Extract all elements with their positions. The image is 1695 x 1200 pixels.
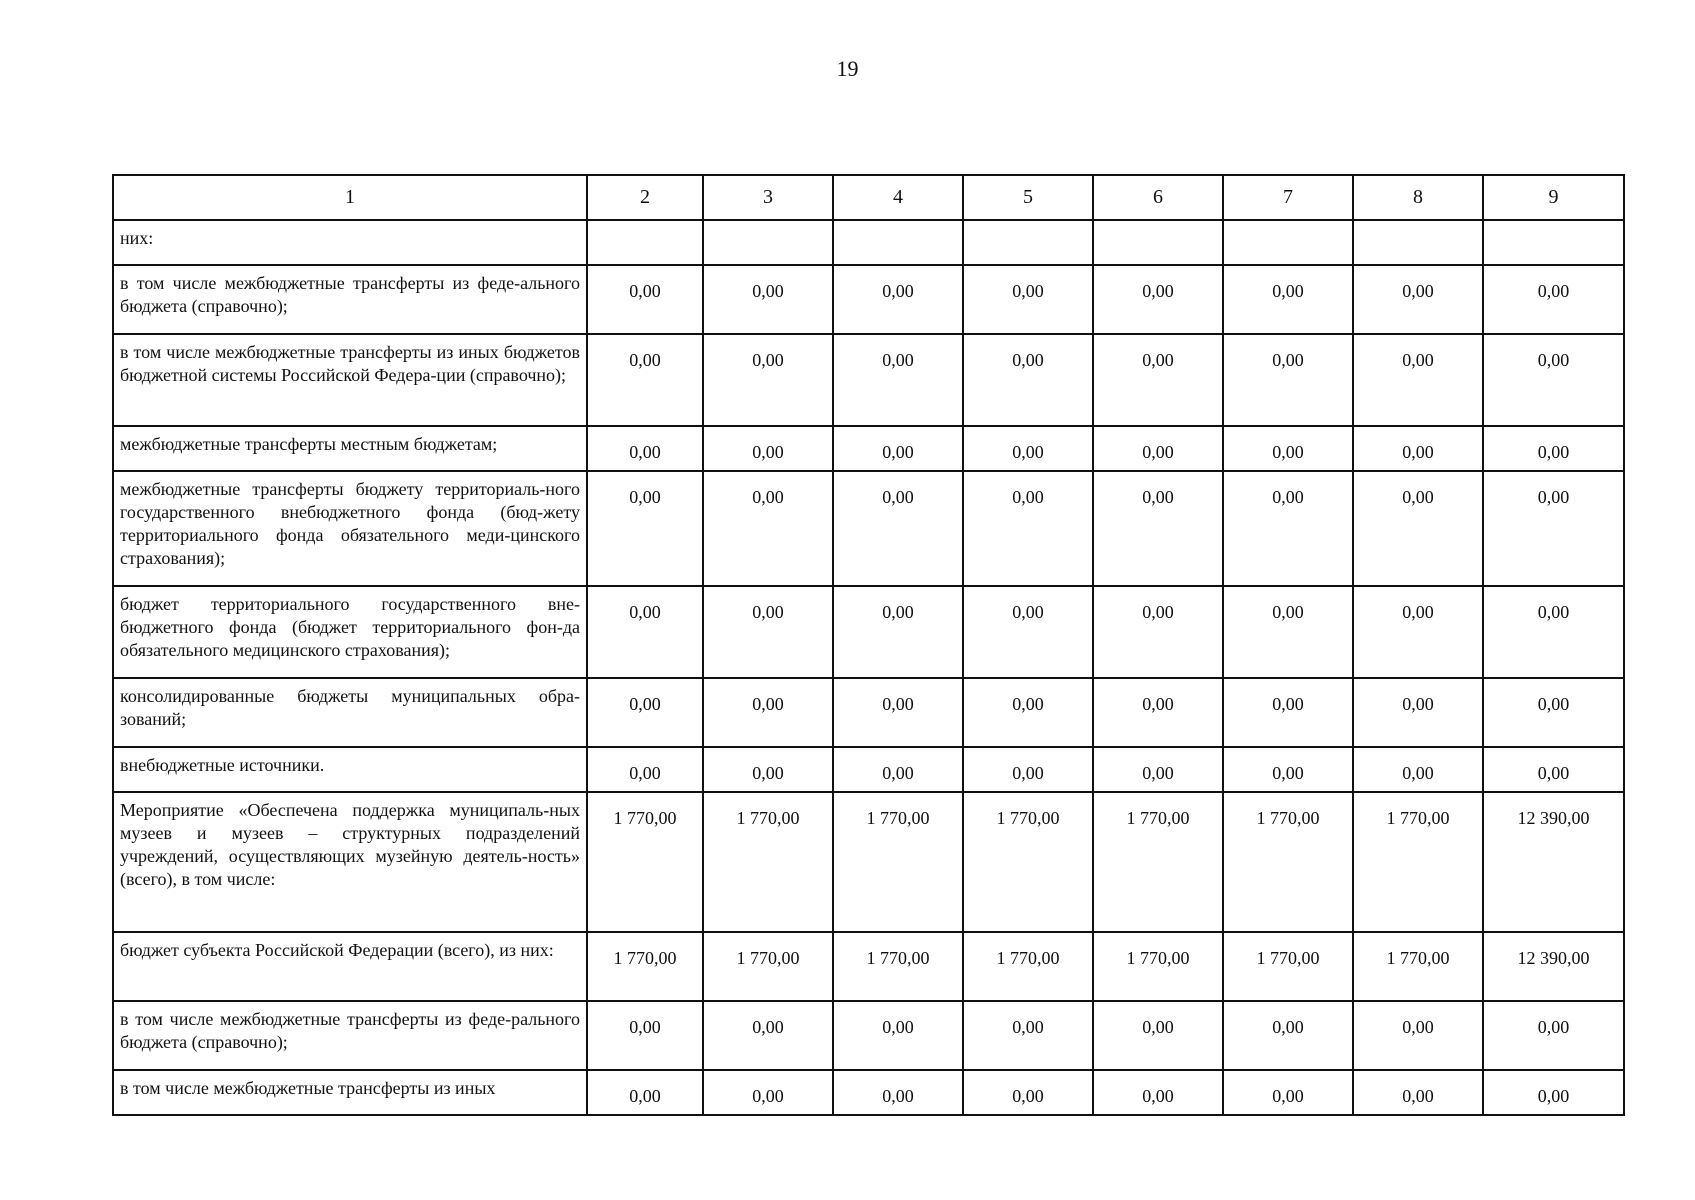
value-cell-col-9: 0,00 [1483,334,1624,426]
value-cell-col-2: 1 770,00 [587,792,703,932]
value-cell-col-2: 0,00 [587,586,703,678]
column-header-4: 4 [833,175,963,220]
value-cell-col-4: 0,00 [833,265,963,334]
value-cell-col-5: 0,00 [963,426,1093,471]
value-cell-col-7: 0,00 [1223,334,1353,426]
value-cell-col-9 [1483,220,1624,265]
value-cell-col-7: 0,00 [1223,1001,1353,1070]
value-cell-col-5: 0,00 [963,1070,1093,1115]
value-cell-col-7: 0,00 [1223,678,1353,747]
table-row [113,747,1624,792]
column-header-2: 2 [587,175,703,220]
row-label: Мероприятие «Обеспечена поддержка муниципаль-ных музеев и музеев – структурных подразделений учреждений, осуществляющих музейную деятель-ность» (всего), в том числе: [113,792,587,932]
value-cell-col-4: 0,00 [833,1001,963,1070]
value-cell-col-2: 0,00 [587,747,703,792]
value-cell-col-3: 0,00 [703,334,833,426]
column-header-8: 8 [1353,175,1483,220]
value-cell-col-6: 0,00 [1093,1001,1223,1070]
value-cell-col-4: 0,00 [833,471,963,586]
value-cell-col-7: 1 770,00 [1223,932,1353,1001]
value-cell-col-4: 1 770,00 [833,932,963,1001]
row-label: них: [113,220,587,265]
column-header-7: 7 [1223,175,1353,220]
value-cell-col-6 [1093,220,1223,265]
table-row [113,334,1624,426]
value-cell-col-3: 0,00 [703,426,833,471]
row-label: бюджет субъекта Российской Федерации (всего), из них: [113,932,587,1001]
column-header-5: 5 [963,175,1093,220]
row-label: межбюджетные трансферты местным бюджетам; [113,426,587,471]
column-header-1: 1 [113,175,587,220]
value-cell-col-9: 12 390,00 [1483,792,1624,932]
value-cell-col-6: 0,00 [1093,265,1223,334]
value-cell-col-7: 1 770,00 [1223,792,1353,932]
value-cell-col-9: 0,00 [1483,265,1624,334]
value-cell-col-7: 0,00 [1223,586,1353,678]
value-cell-col-6: 1 770,00 [1093,792,1223,932]
value-cell-col-8: 0,00 [1353,1001,1483,1070]
table-row [113,678,1624,747]
value-cell-col-6: 0,00 [1093,678,1223,747]
table-header-row [113,175,1624,220]
table-row [113,471,1624,586]
value-cell-col-9: 0,00 [1483,678,1624,747]
value-cell-col-4 [833,220,963,265]
value-cell-col-9: 0,00 [1483,426,1624,471]
value-cell-col-3: 0,00 [703,1070,833,1115]
row-label: межбюджетные трансферты бюджету территориаль-ного государственного внебюджетного фонда (бюд-жету территориального фонда обязательного меди-цинского страхования); [113,471,587,586]
value-cell-col-8 [1353,220,1483,265]
row-label: консолидированные бюджеты муниципальных обра-зований; [113,678,587,747]
table-row [113,586,1624,678]
value-cell-col-8: 1 770,00 [1353,932,1483,1001]
table-row [113,792,1624,932]
column-header-3: 3 [703,175,833,220]
row-label: в том числе межбюджетные трансферты из иных бюджетов бюджетной системы Российской Федера-ции (справочно); [113,334,587,426]
value-cell-col-6: 0,00 [1093,334,1223,426]
value-cell-col-8: 0,00 [1353,426,1483,471]
value-cell-col-3: 0,00 [703,1001,833,1070]
value-cell-col-5: 1 770,00 [963,792,1093,932]
value-cell-col-3: 0,00 [703,678,833,747]
value-cell-col-9: 0,00 [1483,1070,1624,1115]
value-cell-col-3: 0,00 [703,265,833,334]
column-header-6: 6 [1093,175,1223,220]
value-cell-col-6: 0,00 [1093,747,1223,792]
value-cell-col-3 [703,220,833,265]
value-cell-col-5 [963,220,1093,265]
value-cell-col-2: 0,00 [587,334,703,426]
value-cell-col-6: 1 770,00 [1093,932,1223,1001]
value-cell-col-8: 0,00 [1353,586,1483,678]
value-cell-col-4: 0,00 [833,426,963,471]
value-cell-col-4: 0,00 [833,334,963,426]
value-cell-col-9: 0,00 [1483,1001,1624,1070]
value-cell-col-3: 1 770,00 [703,932,833,1001]
value-cell-col-7: 0,00 [1223,471,1353,586]
value-cell-col-7: 0,00 [1223,426,1353,471]
value-cell-col-8: 0,00 [1353,1070,1483,1115]
value-cell-col-4: 0,00 [833,747,963,792]
value-cell-col-9: 0,00 [1483,586,1624,678]
value-cell-col-5: 0,00 [963,1001,1093,1070]
value-cell-col-4: 0,00 [833,586,963,678]
value-cell-col-6: 0,00 [1093,1070,1223,1115]
value-cell-col-6: 0,00 [1093,426,1223,471]
value-cell-col-3: 0,00 [703,586,833,678]
column-header-9: 9 [1483,175,1624,220]
value-cell-col-3: 0,00 [703,471,833,586]
value-cell-col-6: 0,00 [1093,586,1223,678]
value-cell-col-4: 0,00 [833,1070,963,1115]
value-cell-col-2: 1 770,00 [587,932,703,1001]
row-label: в том числе межбюджетные трансферты из феде-ального бюджета (справочно); [113,265,587,334]
value-cell-col-8: 1 770,00 [1353,792,1483,932]
row-label: в том числе межбюджетные трансферты из иных [113,1070,587,1115]
value-cell-col-4: 1 770,00 [833,792,963,932]
value-cell-col-5: 0,00 [963,678,1093,747]
value-cell-col-4: 0,00 [833,678,963,747]
value-cell-col-2: 0,00 [587,265,703,334]
value-cell-col-8: 0,00 [1353,265,1483,334]
value-cell-col-5: 1 770,00 [963,932,1093,1001]
value-cell-col-8: 0,00 [1353,678,1483,747]
value-cell-col-5: 0,00 [963,471,1093,586]
table-row [113,426,1624,471]
value-cell-col-9: 0,00 [1483,747,1624,792]
row-label: в том числе межбюджетные трансферты из феде-рального бюджета (справочно); [113,1001,587,1070]
table-row [113,265,1624,334]
value-cell-col-7: 0,00 [1223,1070,1353,1115]
value-cell-col-7: 0,00 [1223,265,1353,334]
value-cell-col-5: 0,00 [963,334,1093,426]
value-cell-col-7 [1223,220,1353,265]
value-cell-col-8: 0,00 [1353,334,1483,426]
value-cell-col-8: 0,00 [1353,471,1483,586]
row-label: внебюджетные источники. [113,747,587,792]
page-number: 19 [836,56,859,81]
value-cell-col-3: 0,00 [703,747,833,792]
value-cell-col-5: 0,00 [963,265,1093,334]
value-cell-col-7: 0,00 [1223,747,1353,792]
value-cell-col-5: 0,00 [963,747,1093,792]
value-cell-col-2 [587,220,703,265]
value-cell-col-2: 0,00 [587,678,703,747]
value-cell-col-2: 0,00 [587,471,703,586]
value-cell-col-6: 0,00 [1093,471,1223,586]
value-cell-col-2: 0,00 [587,426,703,471]
table-row [113,220,1624,265]
value-cell-col-3: 1 770,00 [703,792,833,932]
row-label: бюджет территориального государственного вне-бюджетного фонда (бюджет территориального фон-да обязательного медицинского страхования); [113,586,587,678]
table-row [113,1001,1624,1070]
value-cell-col-5: 0,00 [963,586,1093,678]
value-cell-col-8: 0,00 [1353,747,1483,792]
budget-table [112,174,1625,1116]
table-row [113,932,1624,1001]
value-cell-col-9: 0,00 [1483,471,1624,586]
value-cell-col-2: 0,00 [587,1001,703,1070]
table-row [113,1070,1624,1115]
value-cell-col-2: 0,00 [587,1070,703,1115]
value-cell-col-9: 12 390,00 [1483,932,1624,1001]
